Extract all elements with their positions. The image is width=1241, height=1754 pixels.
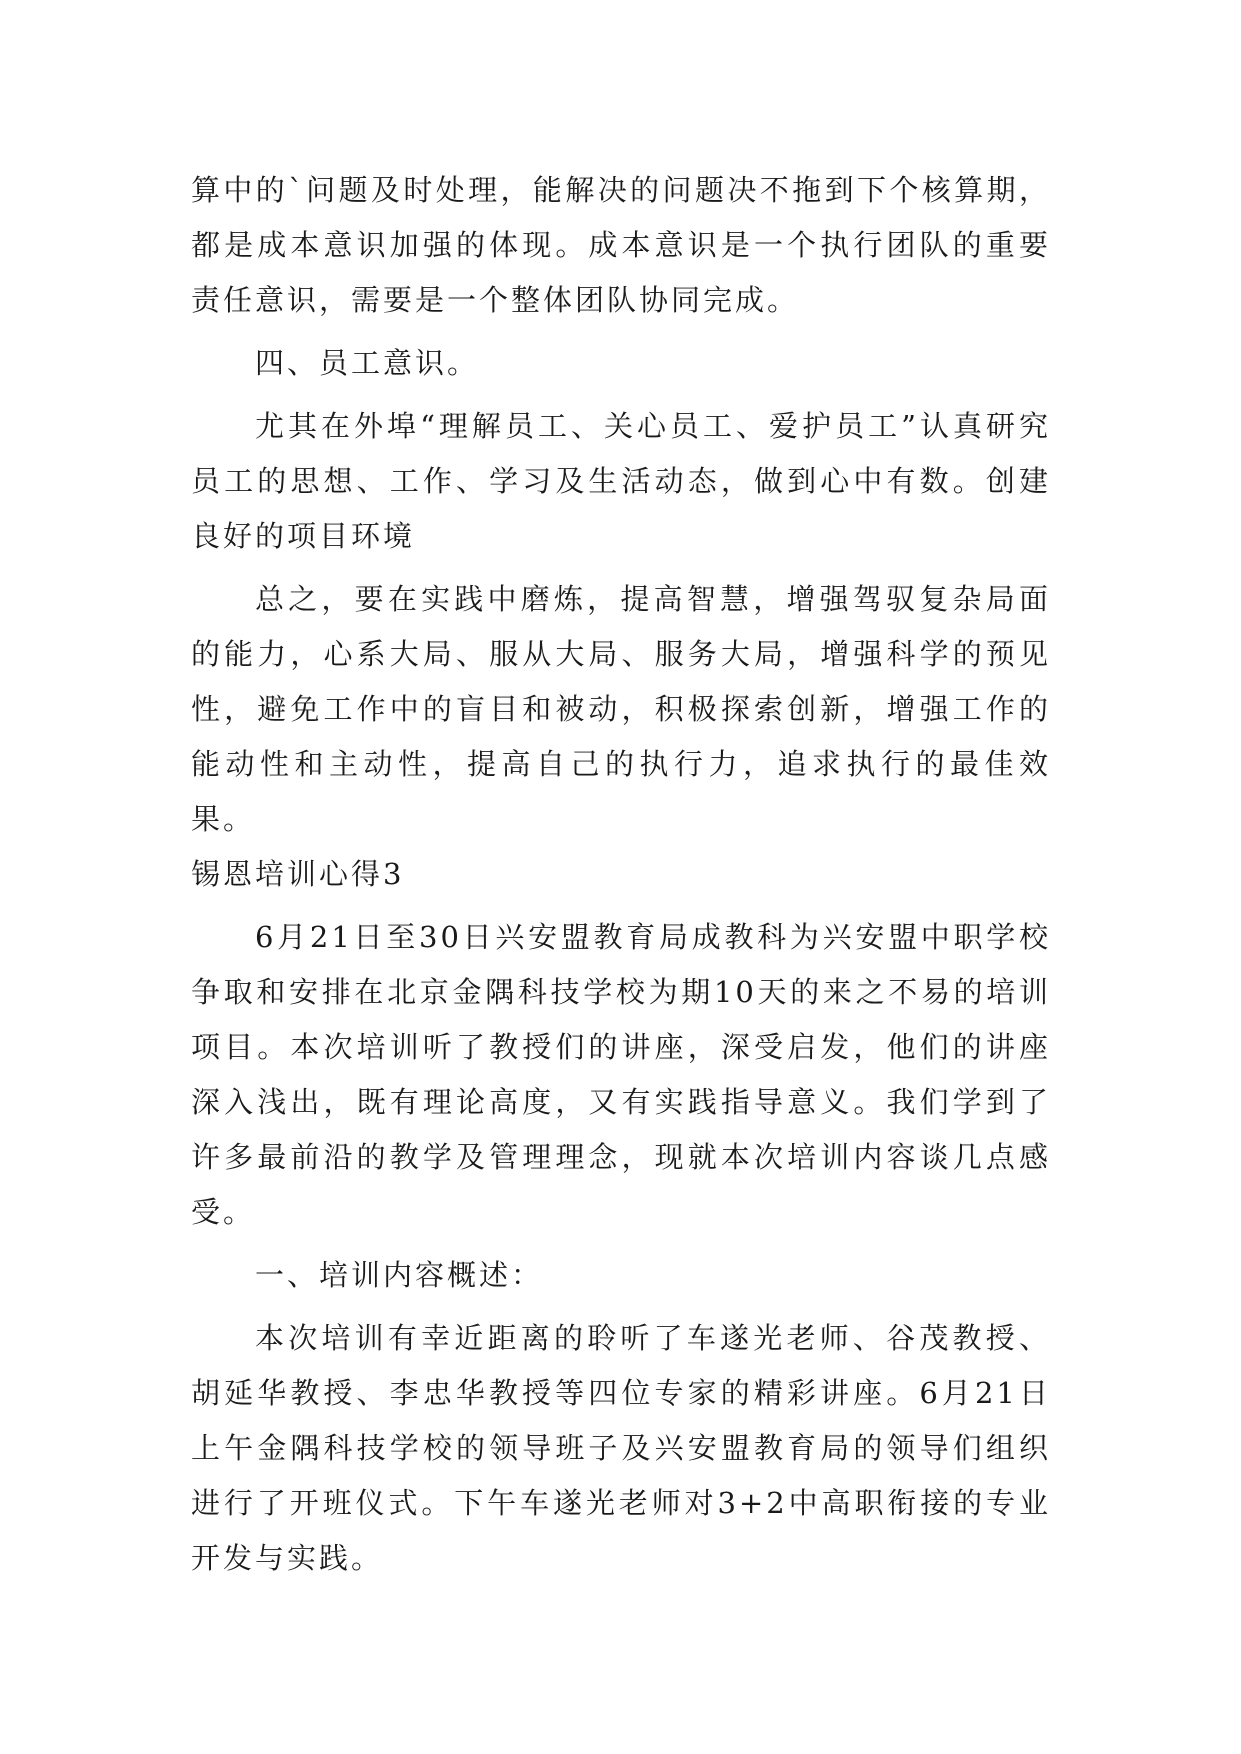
section-heading-employee-awareness: 四、员工意识。 [255, 346, 480, 380]
section-heading-training-overview: 一、培训内容概述： [255, 1258, 544, 1292]
article-title: 锡恩培训心得3 [191, 857, 405, 891]
paragraph-conclusion: 总之，要在实践中磨炼，提高智慧，增强驾驭复杂局面的能力，心系大局、服从大局、服务大局，增强科学的预见性，避免工作中的盲目和被动，积极探索创新，增强工作的能动性和主动性，提高自己的执行力，追求执行的最佳效果。 [191, 582, 1051, 836]
paragraph-training-details: 本次培训有幸近距离的聆听了车遂光老师、谷茂教授、胡延华教授、李忠华教授等四位专家的精彩讲座。6月21日上午金隅科技学校的领导班子及兴安盟教育局的领导们组织进行了开班仪式。下午车遂光老师对3+2中高职衔接的专业开发与实践。 [191, 1321, 1051, 1575]
paragraph-employee-care: 尤其在外埠“理解员工、关心员工、爱护员工”认真研究员工的思想、工作、学习及生活动态，做到心中有数。创建良好的项目环境 [191, 409, 1051, 553]
paragraph-training-intro: 6月21日至30日兴安盟教育局成教科为兴安盟中职学校争取和安排在北京金隅科技学校为期10天的来之不易的培训项目。本次培训听了教授们的讲座，深受启发，他们的讲座深入浅出，既有理论高度，又有实践指导意义。我们学到了许多最前沿的教学及管理理念，现就本次培训内容谈几点感受。 [191, 920, 1051, 1229]
paragraph-cost-awareness: 算中的`问题及时处理，能解决的问题决不拖到下个核算期，都是成本意识加强的体现。成本意识是一个执行团队的重要责任意识，需要是一个整体团队协同完成。 [191, 173, 1051, 317]
document-body [191, 163, 1051, 1586]
